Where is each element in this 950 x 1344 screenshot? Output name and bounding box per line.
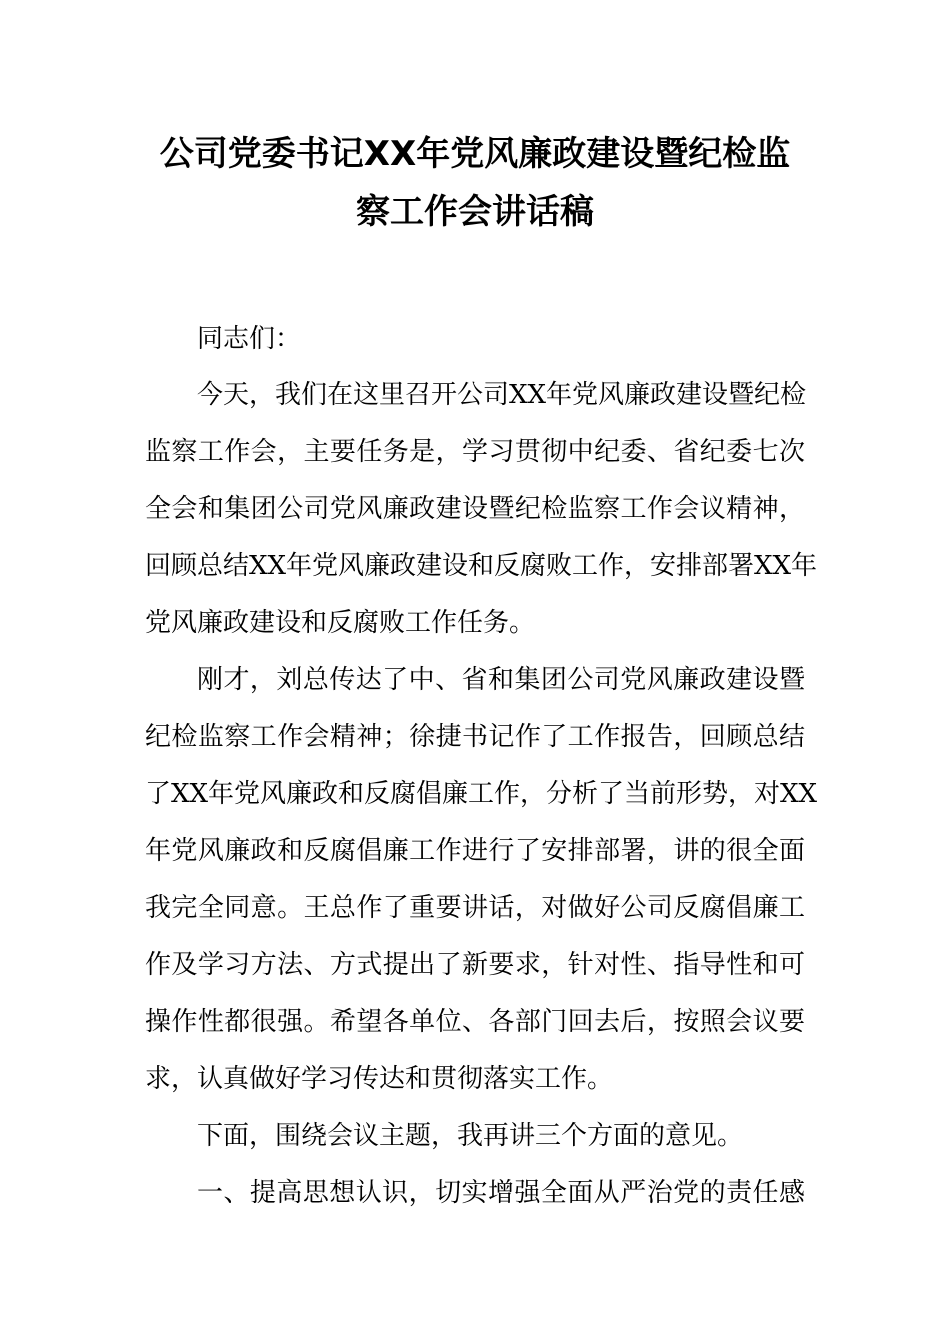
document-title-line-2: 察工作会讲话稿 xyxy=(356,192,594,232)
paragraph-2-line-3: 了XX年党风廉政和反腐倡廉工作，分析了当前形势，对XX xyxy=(145,779,818,809)
paragraph-1-line-3: 全会和集团公司党风廉政建设暨纪检监察工作会议精神， xyxy=(145,494,805,524)
paragraph-1-line-1: 今天，我们在这里召开公司XX年党风廉政建设暨纪检 xyxy=(197,380,807,410)
paragraph-2-line-7: 操作性都很强。希望各单位、各部门回去后，按照会议要 xyxy=(145,1007,805,1037)
salutation: 同志们： xyxy=(197,324,302,354)
paragraph-1-line-4: 回顾总结XX年党风廉政建设和反腐败工作，安排部署XX年 xyxy=(145,551,818,581)
paragraph-2-line-2: 纪检监察工作会精神；徐捷书记作了工作报告，回顾总结 xyxy=(145,722,805,752)
paragraph-2-line-5: 我完全同意。王总作了重要讲话，对做好公司反腐倡廉工 xyxy=(145,893,805,923)
paragraph-2-line-8: 求，认真做好学习传达和贯彻落实工作。 xyxy=(145,1064,614,1094)
paragraph-2-line-1: 刚才，刘总传达了中、省和集团公司党风廉政建设暨 xyxy=(197,665,805,695)
paragraph-1-line-5: 党风廉政建设和反腐败工作任务。 xyxy=(145,608,536,638)
paragraph-3-line-1: 下面，围绕会议主题，我再讲三个方面的意见。 xyxy=(197,1121,744,1151)
paragraph-2-line-4: 年党风廉政和反腐倡廉工作进行了安排部署，讲的很全面 xyxy=(145,836,805,866)
document-title-line-1: 公司党委书记XX年党风廉政建设暨纪检监 xyxy=(159,134,791,174)
section-heading-1: 一、提高思想认识，切实增强全面从严治党的责任感 xyxy=(197,1178,805,1208)
paragraph-2-line-6: 作及学习方法、方式提出了新要求，针对性、指导性和可 xyxy=(145,950,805,980)
paragraph-1-line-2: 监察工作会，主要任务是，学习贯彻中纪委、省纪委七次 xyxy=(145,437,805,467)
